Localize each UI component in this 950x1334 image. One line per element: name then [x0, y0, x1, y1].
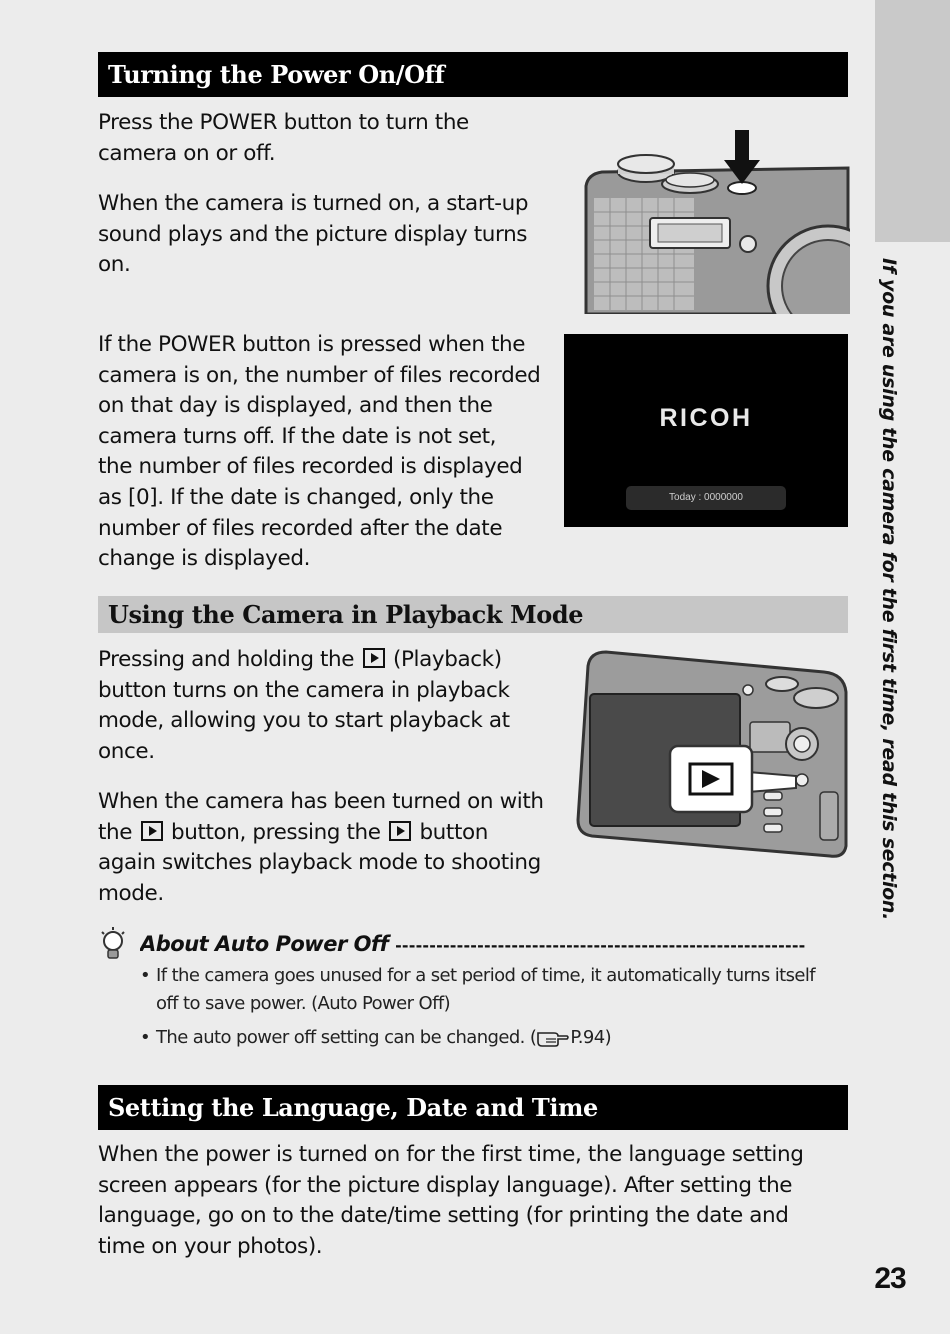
text-line: the [98, 819, 133, 845]
section-heading-language: Setting the Language, Date and Time [98, 1085, 848, 1130]
text-line: change is displayed. [98, 546, 311, 572]
text-line: the number of files recorded is displayed [98, 454, 523, 480]
text-line: on that day is displayed, and then the [98, 393, 493, 419]
text-line: mode, allowing you to start playback at [98, 708, 510, 734]
list-item [140, 1024, 840, 1052]
side-tab-label: If you are using the camera for the first time, read this section. [878, 258, 900, 921]
power-paragraph-2 [98, 189, 528, 281]
text-line: as [0]. If the date is changed, only the [98, 484, 494, 510]
list-item [140, 962, 840, 1018]
text-line: When the camera has been turned on with [98, 789, 544, 814]
note-list [140, 962, 840, 1058]
note-title-text: About Auto Power Off [140, 932, 389, 956]
text-line: mode. [98, 880, 164, 906]
text-line: Press the POWER button to turn the [98, 110, 469, 135]
text-line: (Playback) [393, 647, 502, 672]
text-line: button [419, 819, 488, 845]
section-heading-power: Turning the Power On/Off [98, 52, 848, 97]
text-line: off to save power. (Auto Power Off) [156, 993, 451, 1014]
text-line: number of files recorded after the date [98, 515, 503, 541]
camera-top-illustration [580, 126, 850, 314]
pointing-hand-icon [536, 1027, 570, 1047]
text-line: If the camera goes unused for a set period of time, it automatically turns itself [156, 965, 815, 986]
camera-back-illustration [574, 648, 850, 860]
playback-icon [141, 821, 163, 841]
playback-paragraph-2 [98, 787, 544, 909]
text-line: button turns on the camera in playback [98, 677, 510, 703]
power-paragraph-3 [98, 330, 540, 575]
text-line: screen appears (for the picture display language). After setting the [98, 1172, 793, 1198]
text-line: Pressing and holding the [98, 647, 355, 672]
language-paragraph [98, 1140, 838, 1262]
page-number: 23 [874, 1262, 906, 1295]
link-page-ref[interactable]: P.94) [570, 1027, 612, 1048]
playback-paragraph-1 [98, 645, 510, 767]
brand-logo: RICOH [659, 404, 753, 432]
text-line: button, pressing the [170, 819, 381, 845]
hint-lightbulb-icon [98, 925, 128, 963]
text-line: If the POWER button is pressed when the [98, 332, 526, 357]
text-line: When the power is turned on for the first time, the language setting [98, 1142, 804, 1167]
text-line: sound plays and the picture display turns [98, 221, 528, 247]
playback-icon [363, 648, 385, 668]
text-line: again switches playback mode to shooting [98, 850, 541, 876]
text-line: When the camera is turned on, a start-up [98, 191, 529, 216]
text-line: once. [98, 738, 155, 764]
power-paragraph-1 [98, 108, 469, 169]
text-line: camera on or off. [98, 140, 276, 166]
text-line: language, go on to the date/time setting (for printing the date and [98, 1203, 789, 1229]
text-line: time on your photos). [98, 1233, 323, 1259]
text-line: camera is on, the number of files recorded [98, 362, 541, 388]
playback-icon [389, 821, 411, 841]
text-line: on. [98, 252, 131, 278]
note-title-dashes: ------------------------------------------------------------ [395, 936, 806, 955]
section-heading-playback: Using the Camera in Playback Mode [98, 596, 848, 633]
text-line: The auto power off setting can be changed. ( [156, 1027, 537, 1048]
today-counter: Today : 0000000 [626, 486, 786, 510]
side-tab-marker [875, 0, 950, 242]
text-line: camera turns off. If the date is not set, [98, 423, 497, 449]
note-title [140, 928, 848, 960]
startup-screen-image [564, 334, 848, 527]
